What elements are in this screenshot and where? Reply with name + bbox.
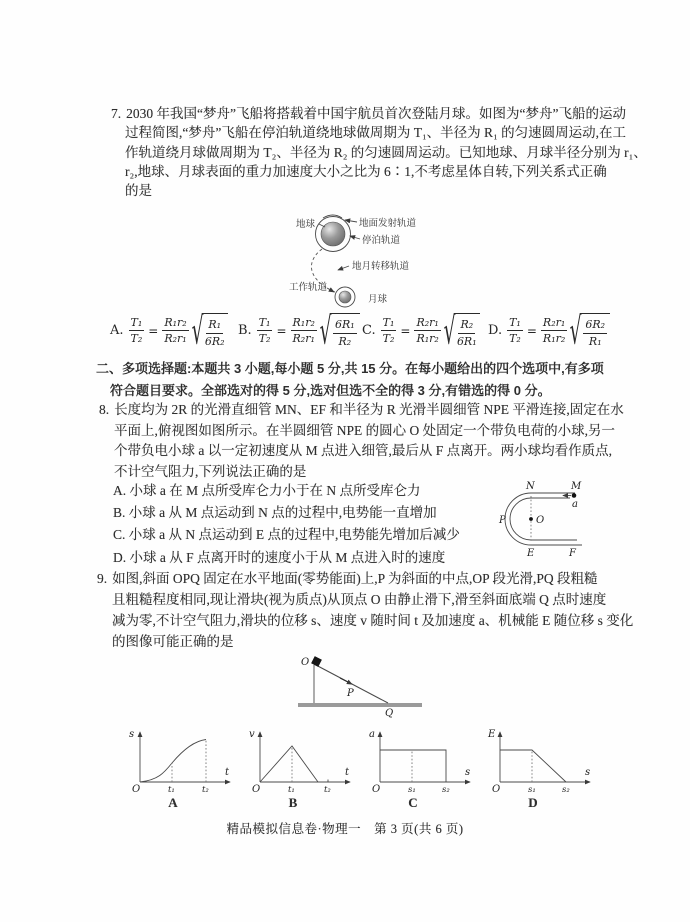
tick-t1: t₁ [288, 785, 295, 795]
parking-orbit-arrow [350, 236, 360, 239]
radical-sign: √ [191, 309, 204, 353]
x-axis-label: t [225, 767, 230, 778]
equals-sign: = [276, 323, 287, 338]
point-O-label: O [536, 515, 545, 526]
x-axis-label: s [585, 767, 591, 778]
section-2-line: 符合题目要求。全部选对的得 5 分,选对但选不全的得 3 分,有错选的得 0 分。 [110, 382, 551, 398]
q8-option-d: D. 小球 a 从 F 点离开时的速度小于从 M 点进入时的速度 [113, 549, 446, 565]
semicircle-outer [505, 493, 531, 545]
question-9 [0, 569, 690, 653]
graph-c-a-s [364, 726, 479, 798]
tick-t2: t₂ [202, 785, 209, 795]
ball-a-label: a [572, 499, 578, 510]
center-charge-dot [529, 517, 533, 521]
question-7-number: 7. [111, 106, 122, 121]
moon-label: 月球 [368, 295, 388, 305]
x-axis-label: t [345, 767, 350, 778]
fraction-T: $\frac{\text{T₁}}{\text{T₂}}$ [130, 315, 143, 346]
section-2-line: 二、多项选择题:本题共 3 小题,每小题 5 分,共 15 分。在每小题给出的四个选项中,有多项 [96, 361, 604, 376]
curve-s-t [140, 740, 206, 783]
transfer-orbit-arrow [338, 266, 349, 270]
point-Q-label: Q [385, 708, 394, 719]
q9-incline-diagram [290, 652, 430, 718]
question-7-text: 2030 年我国“梦舟”飞船将搭载着中国宇航员首次登陆月球。如图为“梦舟”飞船的运动 [126, 106, 626, 121]
section-2-header [0, 358, 690, 401]
fraction-R: $\frac{\text{R₂r₁}}{\text{R₁r₂}}$ [416, 315, 439, 346]
work-orbit-label: 工作轨道 [289, 283, 328, 293]
question-8-line: 个带负电小球 a 以一定初速度从 M 点进入细管,最后从 F 点离开。两小球均看作质点, [114, 443, 613, 459]
square-root: √ $\frac{\text{R₂}}{\text{6R₁}}$ [443, 313, 480, 349]
option-label: B. [238, 323, 252, 339]
curve-v-t [260, 746, 318, 782]
launch-orbit-arrow [345, 220, 357, 222]
curve-E-s [500, 750, 566, 782]
q7-orbit-diagram [275, 212, 450, 312]
option-label: C. [362, 323, 376, 339]
tick-s1: s₁ [408, 785, 416, 795]
tick-t1: t₁ [168, 785, 175, 795]
question-9-line: 的图像可能正确的是 [112, 633, 234, 649]
semicircle-inner [510, 498, 531, 540]
fraction-R: $\frac{\text{R₁r₂}}{\text{R₂r₁}}$ [164, 315, 187, 346]
y-axis-label: E [488, 729, 496, 740]
ground-bar [298, 703, 422, 707]
point-P-label: P [499, 515, 506, 526]
transfer-orbit-label: 地月转移轨道 [352, 262, 410, 272]
question-8-line: 平面上,俯视图如图所示。在半圆细管 NPE 的圆心 O 处固定一个带负电荷的小球,另一 [114, 422, 616, 438]
q8-option-a: A. 小球 a 在 M 点所受库仑力小于在 N 点所受库仑力 [113, 483, 421, 498]
square-root: √ $\frac{\text{R₁}}{\text{6R₂}}$ [191, 313, 228, 349]
motion-arrow [340, 678, 352, 684]
square-root: √ $\frac{\text{6R₂}}{\text{R₁}}$ [569, 313, 610, 349]
graph-a-s-t [124, 726, 239, 798]
origin-label: O [492, 784, 501, 795]
option-label: D. [488, 323, 503, 339]
moon-sphere [339, 291, 351, 303]
question-7-line: 作轨道绕月球做周期为 T₂、半径为 R₂ 的匀速圆周运动。已知地球、月球半径分别为 r₁、 [125, 144, 647, 160]
question-7 [0, 104, 690, 200]
fraction-T: $\frac{\text{T₁}}{\text{T₂}}$ [258, 315, 271, 346]
fraction-T: $\frac{\text{T₁}}{\text{T₂}}$ [382, 315, 395, 346]
q7-option-b [238, 309, 360, 353]
q7-option-d [488, 309, 610, 353]
page-footer: 精品模拟信息卷·物理一 第 3 页(共 6 页) [226, 822, 464, 836]
y-axis-label: v [249, 729, 255, 740]
graph-a-letter: A [168, 795, 178, 810]
fraction-R: $\frac{\text{R₁r₂}}{\text{R₂r₁}}$ [292, 315, 315, 346]
point-O-label: O [301, 657, 310, 668]
parking-orbit-label: 停泊轨道 [362, 236, 401, 246]
question-7-line: r₂,地球、月球表面的重力加速度大小之比为 6∶1,不考虑星体自转,下列关系式正确 [125, 163, 607, 179]
origin-label: O [252, 784, 261, 795]
question-7-line: 过程简图,“梦舟”飞船在停泊轨道绕地球做周期为 T₁、半径为 R₁ 的匀速圆周运动,在工 [125, 125, 627, 141]
radical-sign: √ [569, 309, 582, 353]
q8-tube-diagram [487, 466, 599, 566]
slider-block [311, 656, 322, 667]
question-9-number: 9. [97, 571, 108, 586]
question-8-line [0, 400, 690, 421]
graph-c-letter: C [408, 795, 418, 810]
earth-label: 地球 [296, 220, 316, 230]
graph-b-letter: B [288, 795, 298, 810]
work-orbit-arrow [327, 288, 334, 292]
point-E-label: E [527, 548, 535, 559]
question-9-line: 且粗糙程度相同,现让滑块(视为质点)从顶点 O 由静止滑下,滑至斜面底端 Q 点时速度 [112, 591, 607, 607]
radical-sign: √ [443, 309, 456, 353]
fraction-R: $\frac{\text{R₂r₁}}{\text{R₁r₂}}$ [542, 315, 566, 346]
question-8-text: 长度均为 2R 的光滑直细管 MN、EF 和半径为 R 光滑半圆细管 NPE 平滑连接,固定在水 [114, 402, 624, 417]
graph-d-letter: D [528, 795, 538, 810]
q7-option-c [362, 309, 480, 353]
question-7-line: 的是 [125, 183, 152, 199]
question-9-text: 如图,斜面 OPQ 固定在水平地面(零势能面)上,P 为斜面的中点,OP 段光滑,PQ 段粗糙 [112, 571, 598, 586]
tick-t2: t₂ [324, 785, 331, 795]
graph-b-v-t [244, 726, 359, 798]
tick-s2: s₂ [442, 785, 450, 795]
launch-orbit-label: 地面发射轨道 [359, 219, 417, 229]
x-axis-label: s [465, 767, 471, 778]
question-9-line: 减为零,不计空气阻力,滑块的位移 s、速度 v 随时间 t 及加速度 a、机械能 E 随位移 s 变化 [112, 612, 634, 628]
radical-sign: √ [319, 309, 332, 353]
ball-a-dot [572, 493, 577, 498]
q7-option-a [110, 309, 228, 353]
question-9-line [0, 569, 690, 590]
square-root: √ $\frac{\text{6R₁}}{\text{R₂}}$ [319, 313, 360, 349]
point-P-label: P [347, 688, 354, 699]
earth-sphere [321, 222, 345, 246]
point-M-label: M [571, 481, 582, 492]
point-F-label: F [569, 548, 576, 559]
tick-s2: s₂ [562, 785, 570, 795]
equals-sign: = [400, 323, 411, 338]
q8-option-b: B. 小球 a 从 M 点运动到 N 点的过程中,电势能一直增加 [113, 505, 437, 521]
equals-sign: = [148, 323, 159, 338]
origin-label: O [372, 784, 381, 795]
point-N-label: N [526, 481, 535, 492]
question-8-number: 8. [99, 402, 110, 417]
q7-options-row [0, 311, 690, 361]
curve-a-s [380, 750, 446, 782]
q8-option-c: C. 小球 a 从 N 点运动到 E 点的过程中,电势能先增加后减少 [113, 527, 460, 543]
y-axis-label: s [129, 729, 135, 740]
graph-d-E-s [484, 726, 599, 798]
option-label: A. [110, 323, 124, 339]
origin-label: O [132, 784, 141, 795]
tick-s1: s₁ [528, 785, 536, 795]
question-8-line: 不计空气阻力,下列说法正确的是 [114, 463, 307, 479]
earth-leader-line [319, 224, 325, 227]
equals-sign: = [526, 323, 537, 338]
y-axis-label: a [369, 729, 375, 740]
question-7-line [0, 104, 690, 123]
fraction-T: $\frac{\text{T₁}}{\text{T₂}}$ [509, 315, 521, 346]
